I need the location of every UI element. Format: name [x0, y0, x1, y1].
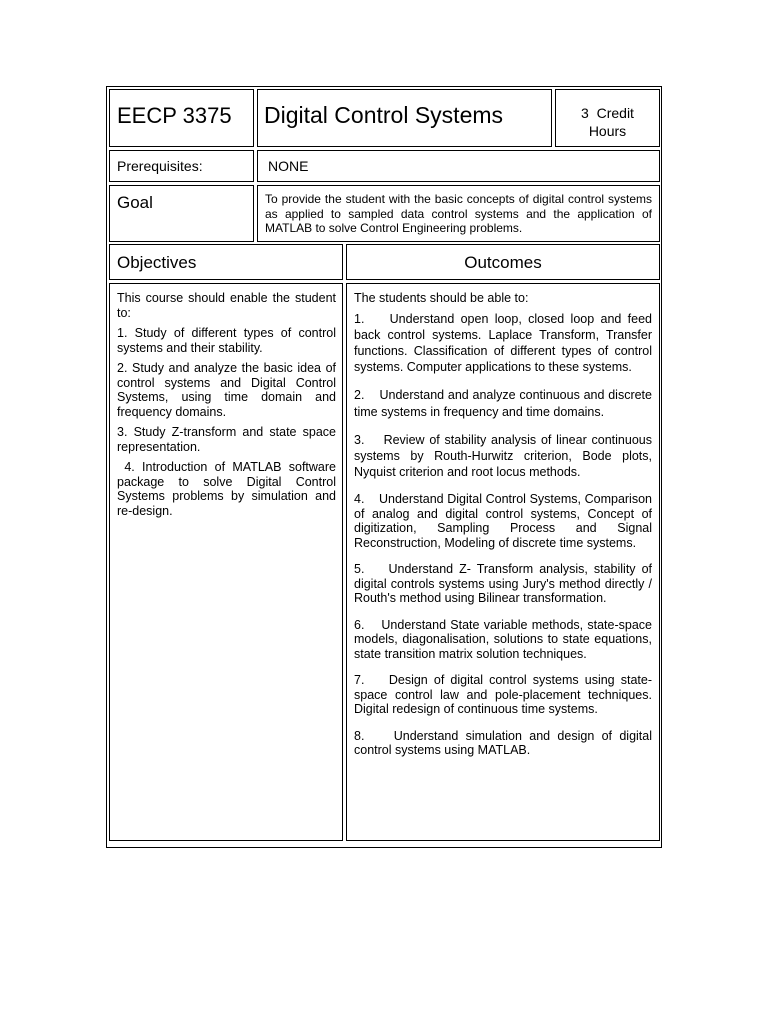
outcome-item-3: 3. Review of stability analysis of linear continuous systems by Routh-Hurwitz criterion, Bode plots, Nyquist criterion and root locus methods. — [354, 432, 656, 480]
prerequisites-value: NONE — [268, 158, 309, 174]
objectives-heading-cell — [109, 244, 343, 280]
outcomes-heading-cell — [346, 244, 660, 280]
objective-item-2: 2. Study and analyze the basic idea of control systems and Digital Control Systems, using time domain and frequency domains. — [117, 361, 336, 419]
objective-item-4: 4. Introduction of MATLAB software package to solve Digital Control Systems problems by simulation and re-design. — [117, 460, 340, 518]
prerequisites-value-cell — [257, 150, 660, 182]
credit-line-1: 3 Credit — [581, 105, 634, 121]
course-code-cell — [109, 89, 254, 147]
objectives-body-cell — [109, 283, 343, 841]
outcome-item-2: 2. Understand and analyze continuous and discrete time systems in frequency and time domains. — [354, 388, 656, 419]
goal-label-cell — [109, 185, 254, 242]
objectives-intro: This course should enable the student to: — [117, 291, 336, 320]
prerequisites-label-cell — [109, 150, 254, 182]
outcomes-heading: Outcomes — [464, 253, 542, 272]
outcomes-body — [354, 291, 656, 758]
credit-hours-cell — [555, 89, 660, 147]
course-title-cell — [257, 89, 552, 147]
credit-hours — [556, 104, 659, 140]
outcomes-body-cell — [346, 283, 660, 841]
goal-label: Goal — [117, 193, 153, 212]
objectives-body — [117, 291, 340, 518]
course-title: Digital Control Systems — [264, 102, 504, 128]
credit-line-2: Hours — [588, 123, 627, 139]
prerequisites-label: Prerequisites: — [117, 158, 203, 174]
outcome-item-4: 4. Understand Digital Control Systems, Comparison of analog and digital control systems, Concept of digitization, Sampling Process and Signal Reconstruction, Modeling of discrete time systems. — [354, 492, 656, 550]
outcome-item-6: 6. Understand State variable methods, state-space models, diagonalisation, solutions to state equations, state transition matrix solution techniques. — [354, 617, 656, 661]
course-code: EECP 3375 — [117, 103, 232, 128]
outcome-item-8: 8. Understand simulation and design of digital control systems using MATLAB. — [354, 728, 656, 758]
outcome-item-5: 5. Understand Z- Transform analysis, stability of digital controls systems using Jury's method directly / Routh's method using Bilinear transformation. — [354, 562, 656, 606]
objective-item-1: 1. Study of different types of control systems and their stability. — [117, 326, 336, 355]
outcome-item-7: 7. Design of digital control systems using state-space control law and pole-placement techniques. Digital redesign of continuous time systems. — [354, 673, 656, 717]
outcome-item-1: 1. Understand open loop, closed loop and feed back control systems. Laplace Transform, Transfer functions. Classification of different types of control systems. Computer applications to these systems. — [354, 311, 656, 375]
objectives-heading: Objectives — [117, 253, 197, 272]
goal-text: To provide the student with the basic concepts of digital control systems as applied to sampled data control systems and the application of MATLAB to solve Control Engineering problems. — [265, 192, 652, 235]
outcomes-intro: The students should be able to: — [354, 291, 529, 305]
objective-item-3: 3. Study Z-transform and state space representation. — [117, 425, 336, 454]
goal-text-cell — [257, 185, 660, 242]
